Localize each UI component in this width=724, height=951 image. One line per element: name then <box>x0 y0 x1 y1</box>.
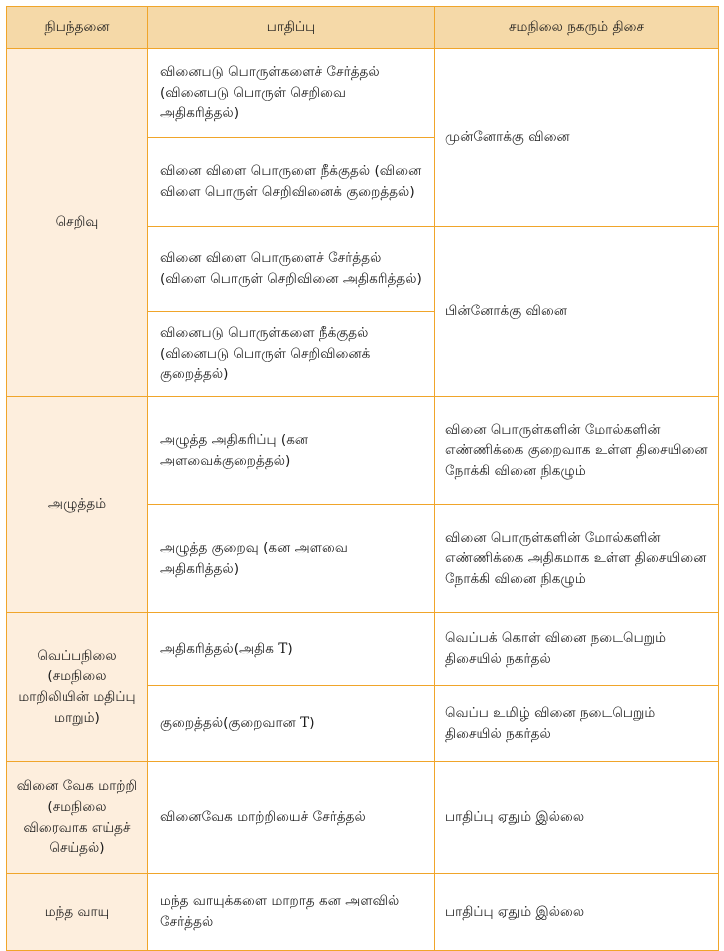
condition-catalyst: வினை வேக மாற்றி (சமநிலை விரைவாக எய்தச் செய்தல்) <box>7 762 148 874</box>
temperature-symbol: T <box>300 715 310 732</box>
effect-remove-reactants: வினைபடு பொருள்களை நீக்குதல் (வினைபடு பொருள் செறிவினைக் குறைத்தல்) <box>148 312 435 397</box>
effect-remove-products: வினை விளை பொருளை நீக்குதல் (வினை விளை பொருள் செறிவினைக் குறைத்தல்) <box>148 138 435 227</box>
table-row <box>7 762 719 874</box>
temperature-symbol: T <box>278 640 288 657</box>
shift-exothermic: வெப்ப உமிழ் வினை நடைபெறும் திசையில் நகர்தல் <box>435 686 719 762</box>
header-condition: நிபந்தனை <box>7 7 148 49</box>
shift-no-effect: பாதிப்பு ஏதும் இல்லை <box>435 762 719 874</box>
effect-text: குறைத்தல்(குறைவான <box>160 715 301 732</box>
effect-text: அதிகரித்தல்(அதிக <box>160 640 279 657</box>
le-chatelier-table <box>6 6 719 951</box>
table-row <box>7 613 719 686</box>
header-row <box>7 7 719 49</box>
effect-add-products: வினை விளை பொருளைச் சேர்த்தல் (விளை பொருள் செறிவினை அதிகரித்தல்) <box>148 227 435 312</box>
effect-pressure-increase: அழுத்த அதிகரிப்பு (கன அளவைக்குறைத்தல்) <box>148 397 435 505</box>
table-row <box>7 874 719 951</box>
effect-temperature-decrease <box>148 686 435 762</box>
condition-temperature: வெப்பநிலை (சமநிலை மாறிலியின் மதிப்பு மாறும்) <box>7 613 148 762</box>
shift-backward-reaction: பின்னோக்கு வினை <box>435 227 719 397</box>
effect-close: ) <box>309 715 315 732</box>
shift-more-moles: வினை பொருள்களின் மோல்களின் எண்ணிக்கை அதிகமாக உள்ள திசையினை நோக்கி வினை நிகழும் <box>435 505 719 613</box>
table-row <box>7 49 719 138</box>
effect-close: ) <box>287 640 293 657</box>
header-equilibrium-shift: சமநிலை நகரும் திசை <box>435 7 719 49</box>
header-effect: பாதிப்பு <box>148 7 435 49</box>
condition-inert-gas: மந்த வாயு <box>7 874 148 951</box>
effect-pressure-decrease: அழுத்த குறைவு (கன அளவை அதிகரித்தல்) <box>148 505 435 613</box>
shift-endothermic: வெப்பக் கொள் வினை நடைபெறும் திசையில் நகர்தல் <box>435 613 719 686</box>
condition-concentration: செறிவு <box>7 49 148 397</box>
effect-add-catalyst: வினைவேக மாற்றியைச் சேர்த்தல் <box>148 762 435 874</box>
condition-pressure: அழுத்தம் <box>7 397 148 613</box>
shift-no-effect: பாதிப்பு ஏதும் இல்லை <box>435 874 719 951</box>
effect-add-reactants: வினைபடு பொருள்களைச் சேர்த்தல் (வினைபடு பொருள் செறிவை அதிகரித்தல்) <box>148 49 435 138</box>
shift-forward-reaction: முன்னோக்கு வினை <box>435 49 719 227</box>
effect-temperature-increase <box>148 613 435 686</box>
shift-fewer-moles: வினை பொருள்களின் மோல்களின் எண்ணிக்கை குறைவாக உள்ள திசையினை நோக்கி வினை நிகழும் <box>435 397 719 505</box>
effect-add-inert-gas: மந்த வாயுக்களை மாறாத கன அளவில் சேர்த்தல் <box>148 874 435 951</box>
table-row <box>7 397 719 505</box>
